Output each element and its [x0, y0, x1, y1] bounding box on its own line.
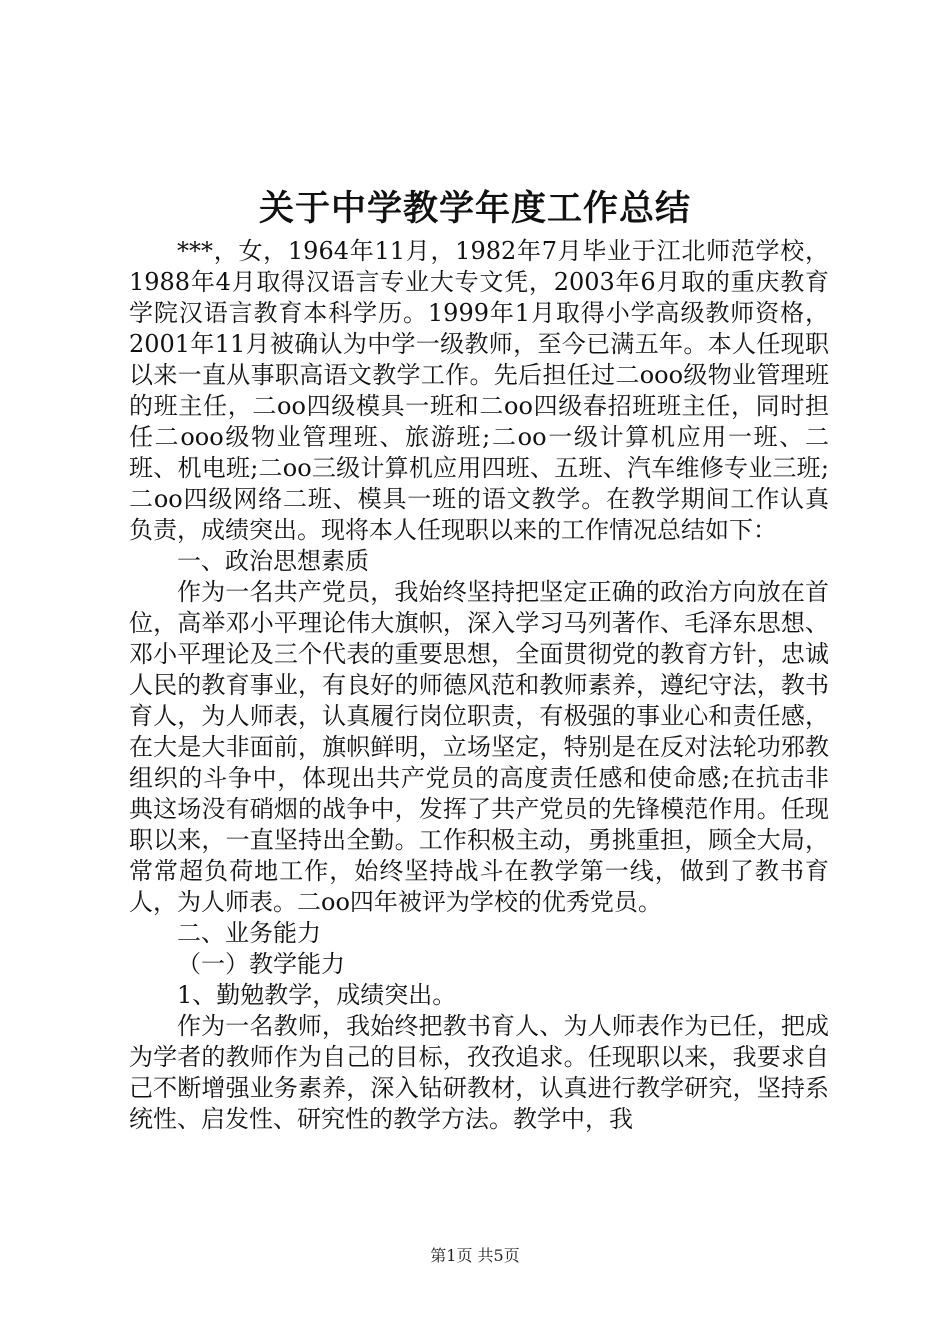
document-body — [129, 236, 829, 1135]
paragraph-political-quality: 作为一名共产党员，我始终坚持把坚定正确的政治方向放在首位，高举邓小平理论伟大旗帜，深入学习马列著作、毛泽东思想、邓小平理论及三个代表的重要思想，全面贯彻党的教育方针，忠诚人民的教育事业，有良好的师德风范和教师素养，遵纪守法，教书育人，为人师表，认真履行岗位职责，有极强的事业心和责任感，在大是大非面前，旗帜鲜明，立场坚定，特别是在反对法轮功邪教组织的斗争中，体现出共产党员的高度责任感和使命感;在抗击非典这场没有硝烟的战争中，发挥了共产党员的先锋模范作用。任现职以来，一直坚持出全勤。工作积极主动，勇挑重担，顾全大局，常常超负荷地工作，始终坚持战斗在教学第一线，做到了教书育人，为人师表。二oo四年被评为学校的优秀党员。 — [129, 578, 829, 916]
page-footer: 第1页 共5页 — [430, 1246, 520, 1265]
subheading-teaching-ability: （一）教学能力 — [177, 950, 345, 978]
document-title: 关于中学教学年度工作总结 — [258, 188, 691, 229]
paragraph-intro: ***，女，1964年11月，1982年7月毕业于江北师范学校，1988年4月取得汉语言专业大专文凭，2003年6月取的重庆教育学院汉语言教育本科学历。1999年1月取得小学高级教师资格，2001年11月被确认为中学一级教师，至今已满五年。本人任现职以来一直从事职高语文教学工作。先后担任过二ooo级物业管理班的班主任，二oo四级模具一班和二oo四级春招班班主任，同时担任二ooo级物业管理班、旅游班;二oo一级计算机应用一班、二班、机电班;二oo三级计算机应用四班、五班、汽车维修专业三班;二oo四级网络二班、模具一班的语文教学。在教学期间工作认真负责，成绩突出。现将本人任现职以来的工作情况总结如下： — [129, 237, 829, 544]
item-diligent-teaching: 1、勤勉教学，成绩突出。 — [177, 981, 457, 1009]
heading-political-quality: 一、政治思想素质 — [177, 547, 369, 575]
heading-professional-ability: 二、业务能力 — [177, 919, 321, 947]
paragraph-teaching: 作为一名教师，我始终把教书育人、为人师表作为已任，把成为学者的教师作为自己的目标，孜孜追求。任现职以来，我要求自己不断增强业务素养，深入钻研教材，认真进行教学研究，坚持系统性、启发性、研究性的教学方法。教学中，我 — [129, 1012, 829, 1133]
